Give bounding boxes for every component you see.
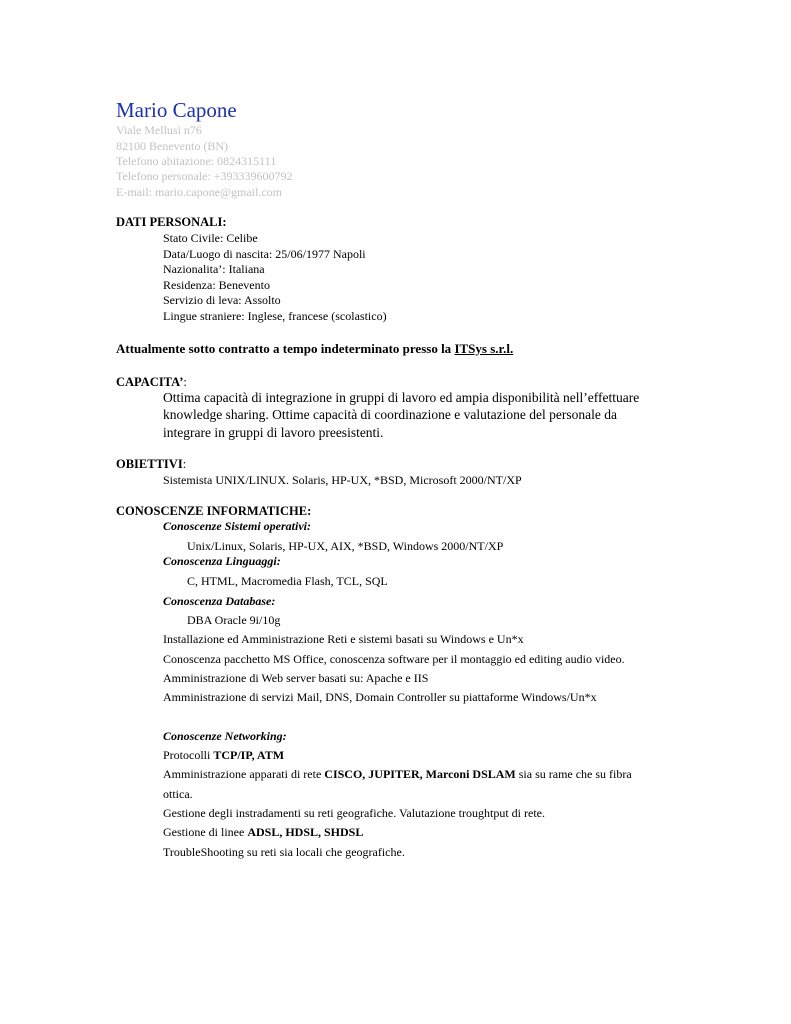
- capacita-line: Ottima capacità di integrazione in gruppi di lavoro ed ampia disponibilità nell’effettuare: [163, 390, 640, 405]
- capacita-heading: [116, 376, 187, 389]
- languages-value: C, HTML, Macromedia Flash, TCL, SQL: [187, 574, 388, 588]
- apparati-continuation: ottica.: [163, 787, 193, 801]
- email-line: E-mail: mario.capone@gmail.com: [116, 185, 282, 199]
- apparati-line: [163, 768, 632, 780]
- skill-line: Amministrazione di Web server basati su: Apache e IIS: [163, 671, 429, 685]
- skill-line: Conoscenza pacchetto MS Office, conoscenza software per il montaggio ed editing audio video.: [163, 652, 625, 666]
- personal-heading: DATI PERSONALI:: [116, 215, 227, 229]
- lines-prefix: Gestione di linee: [163, 825, 248, 839]
- company-name: ITSys s.r.l.: [454, 341, 514, 356]
- skill-line: Amministrazione di servizi Mail, DNS, Domain Controller su piattaforme Windows/Un*x: [163, 690, 597, 704]
- personal-item: Residenza: Benevento: [163, 278, 270, 292]
- protocols-prefix: Protocolli: [163, 748, 214, 762]
- contract-statement: [116, 342, 513, 355]
- personal-item: Data/Luogo di nascita: 25/06/1977 Napoli: [163, 247, 366, 261]
- lines-line: [163, 826, 363, 838]
- personal-item: Servizio di leva: Assolto: [163, 293, 281, 307]
- os-label: Conoscenze Sistemi operativi:: [163, 519, 311, 533]
- lines-value: ADSL, HDSL, SHDSL: [247, 825, 364, 839]
- obiettivi-title: OBIETTIVI: [116, 457, 183, 471]
- routing-line: Gestione degli instradamenti su reti geografiche. Valutazione troughtput di rete.: [163, 806, 545, 820]
- apparati-suffix: sia su rame che su fibra: [515, 767, 632, 781]
- candidate-name: Mario Capone: [116, 98, 237, 122]
- networking-label: Conoscenze Networking:: [163, 729, 287, 743]
- capacita-line: integrare in gruppi di lavoro preesistenti.: [163, 425, 384, 440]
- obiettivi-colon: :: [182, 457, 187, 471]
- protocols-line: [163, 749, 284, 761]
- capacita-line: knowledge sharing. Ottime capacità di coordinazione e valutazione del personale da: [163, 407, 617, 422]
- capacita-colon: :: [183, 375, 187, 389]
- city-line: 82100 Benevento (BN): [116, 139, 228, 153]
- address-line: Viale Mellusi n76: [116, 123, 202, 137]
- home-phone: Telefono abitazione: 0824315111: [116, 154, 277, 168]
- obiettivi-text: Sistemista UNIX/LINUX. Solaris, HP-UX, *BSD, Microsoft 2000/NT/XP: [163, 473, 522, 487]
- database-value: DBA Oracle 9i/10g: [187, 613, 281, 627]
- informatiche-heading: CONOSCENZE INFORMATICHE:: [116, 504, 312, 518]
- apparati-brands: CISCO, JUPITER, Marconi DSLAM: [324, 767, 516, 781]
- protocols-value: TCP/IP, ATM: [213, 748, 285, 762]
- skill-line: Installazione ed Amministrazione Reti e sistemi basati su Windows e Un*x: [163, 632, 524, 646]
- contract-text: Attualmente sotto contratto a tempo indeterminato presso la: [116, 341, 455, 356]
- personal-item: Stato Civile: Celibe: [163, 231, 258, 245]
- apparati-prefix: Amministrazione apparati di rete: [163, 767, 325, 781]
- languages-label: Conoscenza Linguaggi:: [163, 554, 281, 568]
- personal-item: Lingue straniere: Inglese, francese (scolastico): [163, 309, 387, 323]
- database-label: Conoscenza Database:: [163, 594, 276, 608]
- os-value: Unix/Linux, Solaris, HP-UX, AIX, *BSD, Windows 2000/NT/XP: [187, 539, 504, 553]
- troubleshooting-line: TroubleShooting su reti sia locali che geografiche.: [163, 845, 405, 859]
- obiettivi-heading: [116, 458, 186, 471]
- personal-phone: Telefono personale: +393339600792: [116, 169, 293, 183]
- personal-item: Nazionalita’: Italiana: [163, 262, 265, 276]
- capacita-title: CAPACITA’: [116, 375, 184, 389]
